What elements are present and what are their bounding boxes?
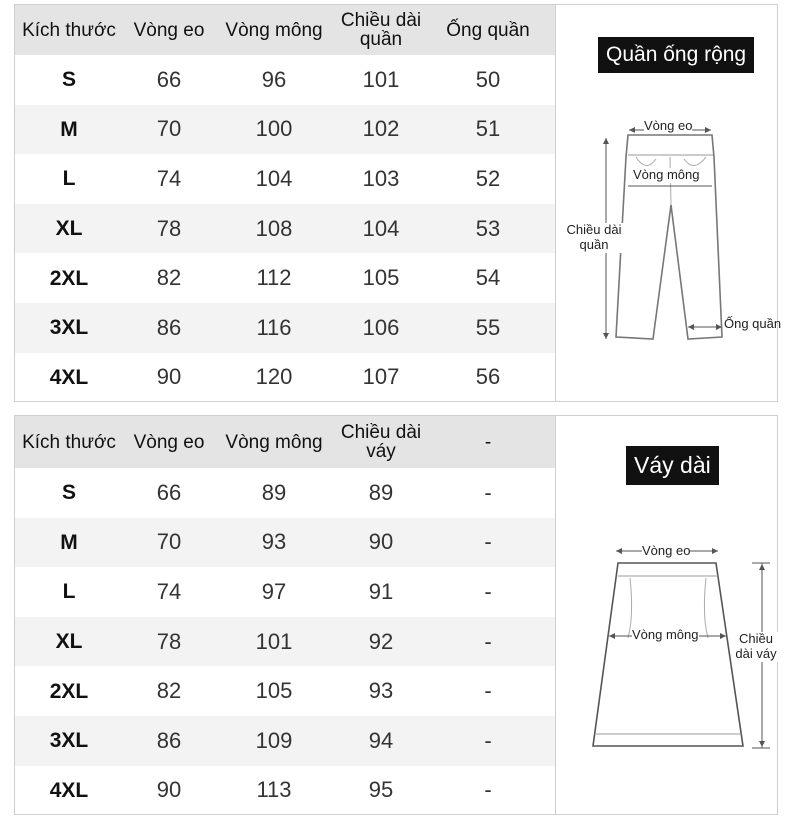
waist-cell: 66 [156, 479, 182, 505]
header-hip: Vòng mông [225, 19, 323, 41]
table-row [15, 468, 555, 518]
table-row [15, 518, 555, 568]
skirt-diagram [555, 416, 779, 814]
header-hip: Vòng mông [225, 431, 323, 453]
waist-cell: 82 [156, 265, 182, 291]
waist-cell: 86 [156, 314, 182, 340]
length-cell: 90 [368, 529, 394, 555]
pants-hip-label: Vòng mông [633, 167, 700, 182]
table-row [15, 55, 555, 105]
table-row [15, 303, 555, 353]
waist-cell: 78 [156, 628, 182, 654]
pants-size-section [14, 4, 782, 402]
skirt-waist-label: Vòng eo [642, 543, 691, 558]
extra-cell: 56 [475, 364, 501, 390]
waist-cell: 78 [156, 215, 182, 241]
hip-cell: 93 [261, 529, 287, 555]
extra-cell: - [484, 777, 492, 803]
waist-cell: 74 [156, 578, 182, 604]
extra-cell: - [484, 479, 492, 505]
header-empty: - [484, 431, 492, 453]
size-cell: L [62, 167, 76, 191]
waist-cell: 90 [156, 364, 182, 390]
header-waist: Vòng eo [133, 431, 205, 453]
extra-cell: 52 [475, 165, 501, 191]
table-row [15, 253, 555, 303]
hip-cell: 96 [261, 66, 287, 92]
header-size: Kích thước [22, 19, 116, 41]
hip-cell: 97 [261, 578, 287, 604]
pants-waist-label: Vòng eo [644, 118, 693, 133]
pants-leg-label: Ống quần [724, 316, 782, 331]
size-cell: 3XL [49, 729, 89, 753]
size-cell: M [60, 530, 78, 554]
header-leg-opening: Ống quần [446, 19, 530, 41]
hip-cell: 89 [261, 479, 287, 505]
hip-cell: 109 [255, 727, 293, 753]
waist-cell: 70 [156, 116, 182, 142]
hip-cell: 104 [255, 165, 293, 191]
extra-cell: 51 [475, 116, 501, 142]
size-cell: 4XL [49, 365, 89, 389]
size-cell: 2XL [49, 679, 89, 703]
table-row [15, 567, 555, 617]
skirt-size-section [14, 415, 778, 815]
table-row [15, 204, 555, 254]
extra-cell: - [484, 678, 492, 704]
pants-diagram [555, 5, 782, 401]
size-cell: S [61, 481, 76, 505]
pants-drawing [556, 5, 780, 403]
size-cell: L [62, 580, 76, 604]
size-cell: M [60, 117, 78, 141]
length-cell: 107 [362, 364, 400, 390]
length-cell: 93 [368, 678, 394, 704]
length-cell: 101 [362, 66, 400, 92]
table-row [15, 766, 555, 816]
header-length: Chiều dài váy [340, 422, 422, 462]
skirt-hip-label: Vòng mông [632, 627, 699, 642]
extra-cell: - [484, 529, 492, 555]
size-cell: 3XL [49, 316, 89, 340]
size-cell: 4XL [49, 778, 89, 802]
extra-cell: 53 [475, 215, 501, 241]
table-header-row [15, 416, 555, 468]
hip-cell: 112 [256, 265, 292, 291]
size-cell: S [61, 68, 76, 92]
table-row [15, 666, 555, 716]
hip-cell: 116 [256, 314, 292, 340]
hip-cell: 101 [255, 628, 293, 654]
hip-cell: 108 [255, 215, 293, 241]
hip-cell: 120 [255, 364, 293, 390]
table-row [15, 716, 555, 766]
hip-cell: 100 [255, 116, 293, 142]
waist-cell: 74 [156, 165, 182, 191]
pants-title-badge: Quần ống rộng [598, 37, 754, 73]
table-row [15, 353, 555, 403]
size-cell: XL [55, 217, 83, 241]
extra-cell: 55 [475, 314, 501, 340]
header-length: Chiều dài quần [340, 10, 422, 50]
extra-cell: 50 [475, 66, 501, 92]
length-cell: 94 [368, 727, 394, 753]
extra-cell: - [484, 628, 492, 654]
length-cell: 106 [362, 314, 400, 340]
table-row [15, 617, 555, 667]
waist-cell: 70 [156, 529, 182, 555]
waist-cell: 66 [156, 66, 182, 92]
waist-cell: 90 [156, 777, 182, 803]
length-cell: 104 [362, 215, 400, 241]
skirt-length-label: Chiều dài váy [732, 632, 780, 662]
length-cell: 103 [362, 165, 400, 191]
hip-cell: 113 [256, 777, 292, 803]
extra-cell: 54 [475, 265, 501, 291]
hip-cell: 105 [255, 678, 293, 704]
table-row [15, 154, 555, 204]
length-cell: 92 [368, 628, 394, 654]
length-cell: 95 [368, 777, 394, 803]
header-waist: Vòng eo [133, 19, 205, 41]
skirt-drawing [556, 416, 780, 816]
length-cell: 89 [368, 479, 394, 505]
waist-cell: 82 [156, 678, 182, 704]
table-row [15, 105, 555, 155]
skirt-title-badge: Váy dài [626, 446, 719, 485]
header-size: Kích thước [22, 431, 116, 453]
length-cell: 105 [362, 265, 400, 291]
pants-length-label: Chiều dài quần [564, 223, 624, 253]
size-cell: XL [55, 630, 83, 654]
table-header-row [15, 5, 555, 55]
extra-cell: - [484, 727, 492, 753]
size-cell: 2XL [49, 266, 89, 290]
length-cell: 91 [368, 578, 394, 604]
waist-cell: 86 [156, 727, 182, 753]
extra-cell: - [484, 578, 492, 604]
length-cell: 102 [362, 116, 400, 142]
